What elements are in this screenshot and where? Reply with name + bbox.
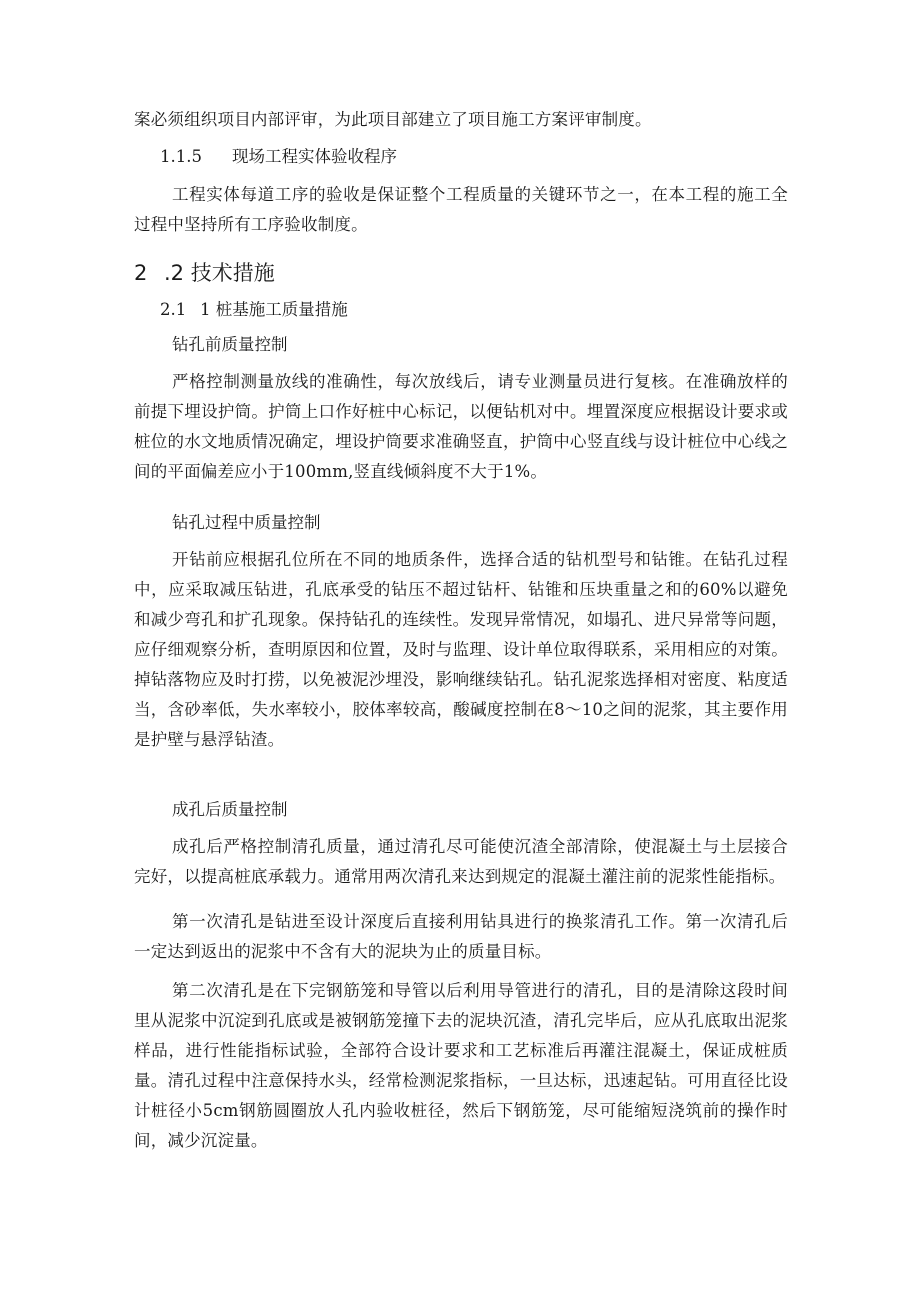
heading-1-1-5	[160, 142, 397, 172]
section-title: .2 技术措施	[164, 261, 275, 285]
heading-number: 2.1	[160, 300, 187, 319]
subheading-before-drilling: 钻孔前质量控制	[172, 335, 288, 354]
subheading-after-drilling: 成孔后质量控制	[172, 800, 288, 819]
paragraph-during-drilling: 开钻前应根据孔位所在不同的地质条件，选择合适的钻机型号和钻锥。在钻孔过程中，应采取减压钻进，孔底承受的钻压不超过钻杆、钻锥和压块重量之和的60%以避免和减少弯孔和扩孔现象。保持钻孔的连续性。发现异常情况，如塌孔、进尺异常等问题，应仔细观察分析，查明原因和位置，及时与监理、设计单位取得联系，采用相应的对策。掉钻落物应及时打捞，以免被泥沙埋没，影响继续钻孔。钻孔泥浆选择相对密度、粘度适当，含砂率低，失水率较小，胶体率较高，酸碱度控制在8～10之间的泥浆，其主要作用是护壁与悬浮钻渣。	[134, 550, 788, 749]
heading-number: 1.1.5	[160, 147, 202, 166]
paragraph-acceptance: 工程实体每道工序的验收是保证整个工程质量的关键环节之一，在本工程的施工全过程中坚持所有工序验收制度。	[134, 185, 788, 234]
heading-2-1-1	[160, 295, 348, 325]
paragraph-after-drilling: 成孔后严格控制清孔质量，通过清孔尽可能使沉渣全部清除，使混凝土与土层接合完好，以提高桩底承载力。通常用两次清孔来达到规定的混凝土灌注前的泥浆性能指标。	[134, 837, 788, 886]
section-heading-2-2	[134, 258, 275, 288]
paragraph-intro: 案必须组织项目内部评审，为此项目部建立了项目施工方案评审制度。	[134, 110, 652, 129]
subheading-during-drilling: 钻孔过程中质量控制	[172, 513, 321, 532]
section-number: 2	[134, 261, 148, 285]
heading-title: 现场工程实体验收程序	[232, 147, 397, 166]
paragraph-before-drilling: 严格控制测量放线的准确性，每次放线后，请专业测量员进行复核。在准确放样的前提下埋设护筒。护筒上口作好桩中心标记，以便钻机对中。埋置深度应根据设计要求或桩位的水文地质情况确定，埋设护筒要求准确竖直，护筒中心竖直线与设计桩位中心线之间的平面偏差应小于100mm,竖直线倾斜度不大于1%。	[134, 372, 788, 481]
paragraph-first-cleaning: 第一次清孔是钻进至设计深度后直接利用钻具进行的换浆清孔工作。第一次清孔后一定达到返出的泥浆中不含有大的泥块为止的质量目标。	[134, 912, 788, 961]
paragraph-second-cleaning: 第二次清孔是在下完钢筋笼和导管以后利用导管进行的清孔，目的是清除这段时间里从泥浆中沉淀到孔底或是被钢筋笼撞下去的泥块沉渣，清孔完毕后，应从孔底取出泥浆样品，进行性能指标试验，全部符合设计要求和工艺标准后再灌注混凝土，保证成桩质量。清孔过程中注意保持水头，经常检测泥浆指标，一旦达标，迅速起钻。可用直径比设计桩径小5cm钢筋圆圈放人孔内验收桩径，然后下钢筋笼，尽可能缩短浇筑前的操作时间，减少沉淀量。	[134, 981, 788, 1150]
heading-title: 1 桩基施工质量措施	[200, 300, 348, 319]
